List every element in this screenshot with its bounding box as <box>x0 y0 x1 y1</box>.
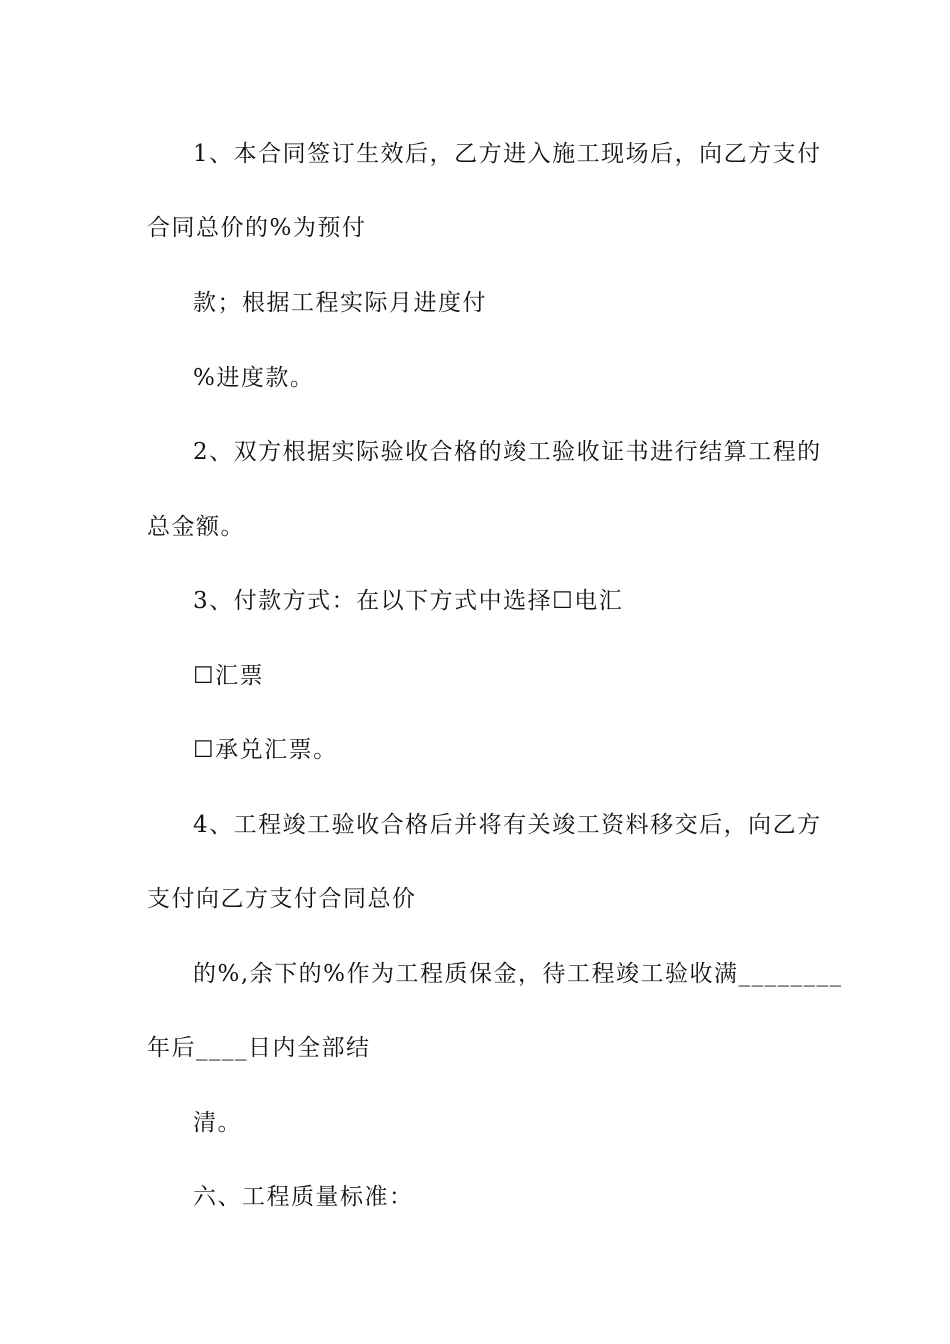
clause-4-line-1: 4、工程竣工验收合格后并将有关竣工资料移交后，向乙方 <box>193 812 822 838</box>
clause-4-line-3: 的%,余下的%作为工程质保金，待工程竣工验收满________ <box>193 961 843 987</box>
clause-3-line-1: 3、付款方式：在以下方式中选择☐电汇 <box>193 588 624 614</box>
clause-1-line-2: 合同总价的%为预付 <box>147 215 367 241</box>
clause-2-line-2: 总金额。 <box>147 514 245 540</box>
section-6-heading: 六、工程质量标准： <box>193 1184 414 1210</box>
clause-1-line-3: 款；根据工程实际月进度付 <box>193 290 487 316</box>
clause-4-line-5: 清。 <box>193 1110 242 1136</box>
clause-3-line-3: ☐承兑汇票。 <box>193 737 338 763</box>
clause-4-line-4: 年后____日内全部结 <box>147 1035 371 1061</box>
clause-3-line-2: ☐汇票 <box>193 663 265 689</box>
clause-1-line-4: %进度款。 <box>193 365 315 391</box>
clause-1-line-1: 1、本合同签订生效后，乙方进入施工现场后，向乙方支付 <box>193 141 822 167</box>
clause-4-line-2: 支付向乙方支付合同总价 <box>147 886 417 912</box>
clause-2-line-1: 2、双方根据实际验收合格的竣工验收证书进行结算工程的 <box>193 439 822 465</box>
